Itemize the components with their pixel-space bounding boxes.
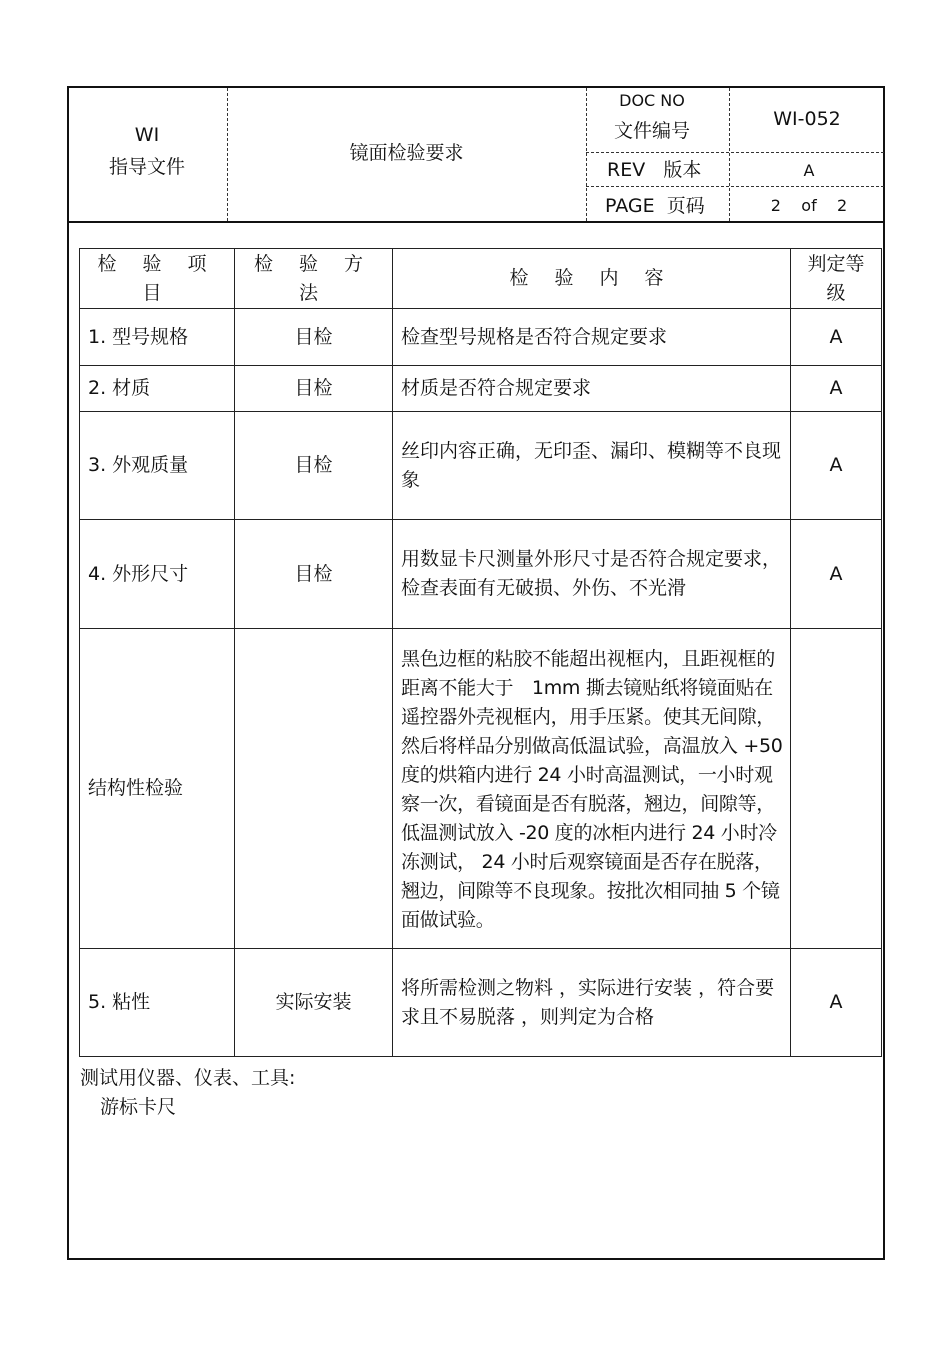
doc-type-name: 指导文件: [108, 156, 185, 178]
page-label: PAGE 页码: [605, 195, 705, 217]
table-row: [80, 520, 882, 629]
table-row: [80, 629, 882, 949]
row-content: 丝印内容正确，无印歪、漏印、模糊等不良现象: [393, 412, 791, 520]
column-header-content: 检 验 内 容: [393, 249, 791, 309]
header-divider: [586, 186, 884, 187]
doc-no-label-cn: 文件编号: [613, 120, 690, 142]
column-header-item: 检 验 项 目: [80, 249, 235, 309]
row-item: 2. 材质: [80, 366, 235, 412]
header-separator: [67, 221, 885, 223]
row-grade: [791, 629, 882, 949]
row-grade: A: [791, 366, 882, 412]
tools-label: 测试用仪器、仪表、工具:: [80, 1067, 296, 1089]
table-header-row: [80, 249, 882, 309]
row-grade: A: [791, 309, 882, 366]
row-grade: A: [791, 520, 882, 629]
column-header-method: 检 验 方 法: [235, 249, 393, 309]
rev-value: A: [803, 161, 815, 180]
row-content: 将所需检测之物料 ，实际进行安装 ，符合要求且不易脱落 ，则判定为合格: [393, 949, 791, 1057]
row-content: 检查型号规格是否符合规定要求: [393, 309, 791, 366]
doc-no-value: WI-052: [773, 108, 841, 130]
rev-label: REV 版本: [607, 159, 702, 181]
row-method: 目检: [235, 309, 393, 366]
table-row: [80, 412, 882, 520]
row-grade: A: [791, 949, 882, 1057]
row-method: 实际安装: [235, 949, 393, 1057]
page-value: 2 of 2: [770, 196, 848, 215]
page-title: 镜面检验要求: [349, 142, 464, 164]
row-content: 黑色边框的粘胶不能超出视框内，且距视框的距离不能大于 1mm 撕去镜贴纸将镜面贴在遥控器外壳视框内，用手压紧。使其无间隙，然后将样品分别做高低温试验，高温放入 +50 度的烘箱内进行 24 小时高温测试，一小时观察一次，看镜面是否有脱落，翘边，间隙等，低温测试放入 -20 度的冰柜内进行 24 小时冷冻测试， 24 小时后观察镜面是否存在脱落，翘边，间隙等不良现象。按批次相同抽 5 个镜面做试验。: [393, 629, 791, 949]
row-item: 5. 粘性: [80, 949, 235, 1057]
inspection-table: [79, 248, 882, 1057]
column-header-grade: 判定等级: [791, 249, 882, 309]
row-method: [235, 629, 393, 949]
tools-value: 游标卡尺: [100, 1096, 177, 1118]
row-item: 4. 外形尺寸: [80, 520, 235, 629]
row-method: 目检: [235, 520, 393, 629]
row-content: 用数显卡尺测量外形尺寸是否符合规定要求，检查表面有无破损、外伤、不光滑: [393, 520, 791, 629]
table-row: [80, 366, 882, 412]
table-row: [80, 949, 882, 1057]
row-item: 1. 型号规格: [80, 309, 235, 366]
row-item: 结构性检验: [80, 629, 235, 949]
table-row: [80, 309, 882, 366]
doc-type-code: WI: [134, 124, 160, 146]
row-grade: A: [791, 412, 882, 520]
row-method: 目检: [235, 366, 393, 412]
header-divider: [586, 152, 884, 153]
row-content: 材质是否符合规定要求: [393, 366, 791, 412]
doc-no-label-en: DOC NO: [619, 91, 685, 110]
row-method: 目检: [235, 412, 393, 520]
row-item: 3. 外观质量: [80, 412, 235, 520]
